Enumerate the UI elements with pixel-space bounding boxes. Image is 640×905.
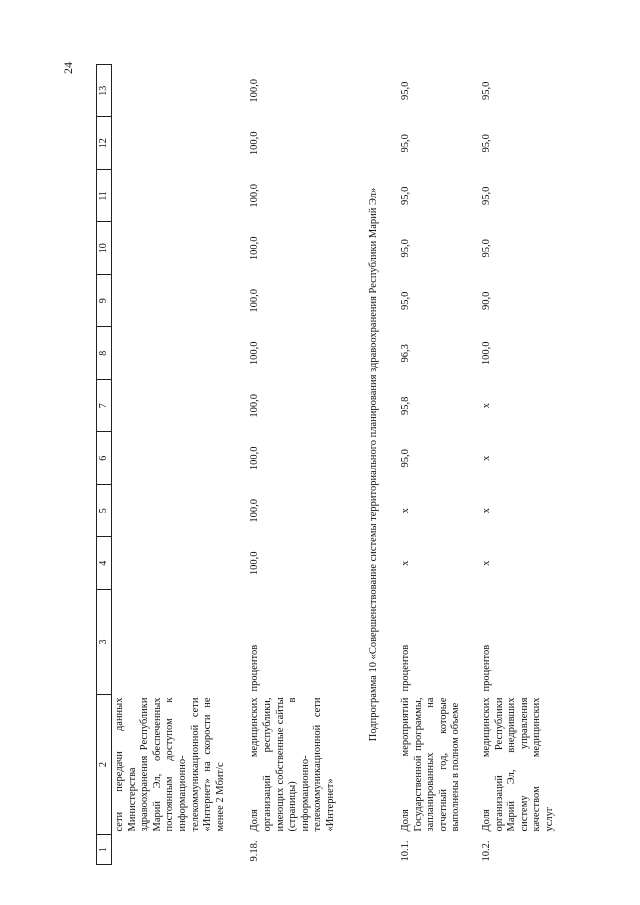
value-cell: 100,0 [249, 341, 261, 366]
col-header-11: 11 [97, 170, 112, 223]
col-header-1: 1 [97, 835, 112, 865]
indicator-description: сети передачи данных Министерства здравоохранения Республики Марий Эл, обеспеченных постоянным доступом к информационно-телекоммуникационной сети «Интернет» на скорости не менее 2 Мбит/с [114, 697, 226, 832]
subprogram-heading: Подпрограмма 10 «Совершенствование системы территориального планирования здравоохранения Республики Марий Эл» [367, 187, 379, 742]
value-cell: 95,0 [481, 239, 493, 258]
value-cell: x [400, 508, 412, 514]
value-cell: 100,0 [249, 446, 261, 471]
unit-cell [112, 590, 248, 695]
value-cell [112, 222, 248, 275]
value-cell: 95,8 [400, 396, 412, 415]
col-header-4: 4 [97, 537, 112, 590]
table-row-9-18 [247, 65, 351, 865]
col-header-5: 5 [97, 485, 112, 538]
col-header-12: 12 [97, 117, 112, 170]
value-cell [112, 170, 248, 223]
value-cell: 95,0 [481, 81, 493, 100]
col-header-6: 6 [97, 432, 112, 485]
value-cell [112, 65, 248, 118]
value-cell: 100,0 [249, 236, 261, 261]
table-row-10-2 [479, 65, 559, 865]
value-cell [112, 537, 248, 590]
value-cell: 100,0 [481, 341, 493, 366]
value-cell: 100,0 [249, 498, 261, 523]
value-cell: 95,0 [481, 186, 493, 205]
value-cell: 100,0 [249, 78, 261, 103]
value-cell: 100,0 [249, 551, 261, 576]
col-header-7: 7 [97, 380, 112, 433]
value-cell: 95,0 [400, 81, 412, 100]
col-header-8: 8 [97, 327, 112, 380]
unit-cell: процентов [481, 644, 493, 692]
column-number-header [97, 65, 112, 865]
value-cell [112, 275, 248, 328]
subprogram-heading-row [352, 65, 399, 865]
unit-cell: процентов [400, 644, 412, 692]
page-number: 24 [61, 62, 75, 74]
value-cell: 100,0 [249, 131, 261, 156]
value-cell: x [481, 560, 493, 566]
value-cell: 90,0 [481, 291, 493, 310]
value-cell [112, 432, 248, 485]
value-cell: x [481, 455, 493, 461]
row-number [112, 835, 248, 865]
indicator-description: Доля мероприятий Государственной программы, запланированных на отчетный год, которые выполнены в полном объеме [400, 697, 462, 832]
value-cell: 100,0 [249, 288, 261, 313]
col-header-13: 13 [97, 65, 112, 118]
value-cell: x [400, 560, 412, 566]
indicator-description: Доля медицинских организаций республики, имеющих собственные сайты (страницы) в информационно-телекоммуникационной сети «Интернет» [249, 697, 336, 832]
rotated-page-content [96, 65, 556, 865]
value-cell: 95,0 [400, 449, 412, 468]
value-cell: 100,0 [249, 393, 261, 418]
value-cell [112, 380, 248, 433]
indicators-table [96, 64, 559, 865]
value-cell: 95,0 [400, 186, 412, 205]
table-row-10-1 [398, 65, 479, 865]
col-header-10: 10 [97, 222, 112, 275]
value-cell: x [481, 403, 493, 409]
value-cell: 95,0 [400, 291, 412, 310]
row-number: 10.2. [481, 840, 493, 862]
value-cell [112, 485, 248, 538]
value-cell [112, 327, 248, 380]
row-number: 10.1. [400, 840, 412, 862]
col-header-3: 3 [97, 590, 112, 695]
col-header-9: 9 [97, 275, 112, 328]
col-header-2: 2 [97, 695, 112, 835]
unit-cell: процентов [249, 644, 261, 692]
value-cell: 96,3 [400, 344, 412, 363]
value-cell: 100,0 [249, 183, 261, 208]
value-cell [112, 117, 248, 170]
row-number: 9.18. [249, 840, 261, 862]
value-cell: x [481, 508, 493, 514]
value-cell: 95,0 [481, 134, 493, 153]
value-cell: 95,0 [400, 239, 412, 258]
value-cell: 95,0 [400, 134, 412, 153]
indicator-description: Доля медицинских организаций Республики Марий Эл, внедривших систему управления качеством медицинских услуг [481, 697, 556, 832]
table-row-continuation [112, 65, 248, 865]
